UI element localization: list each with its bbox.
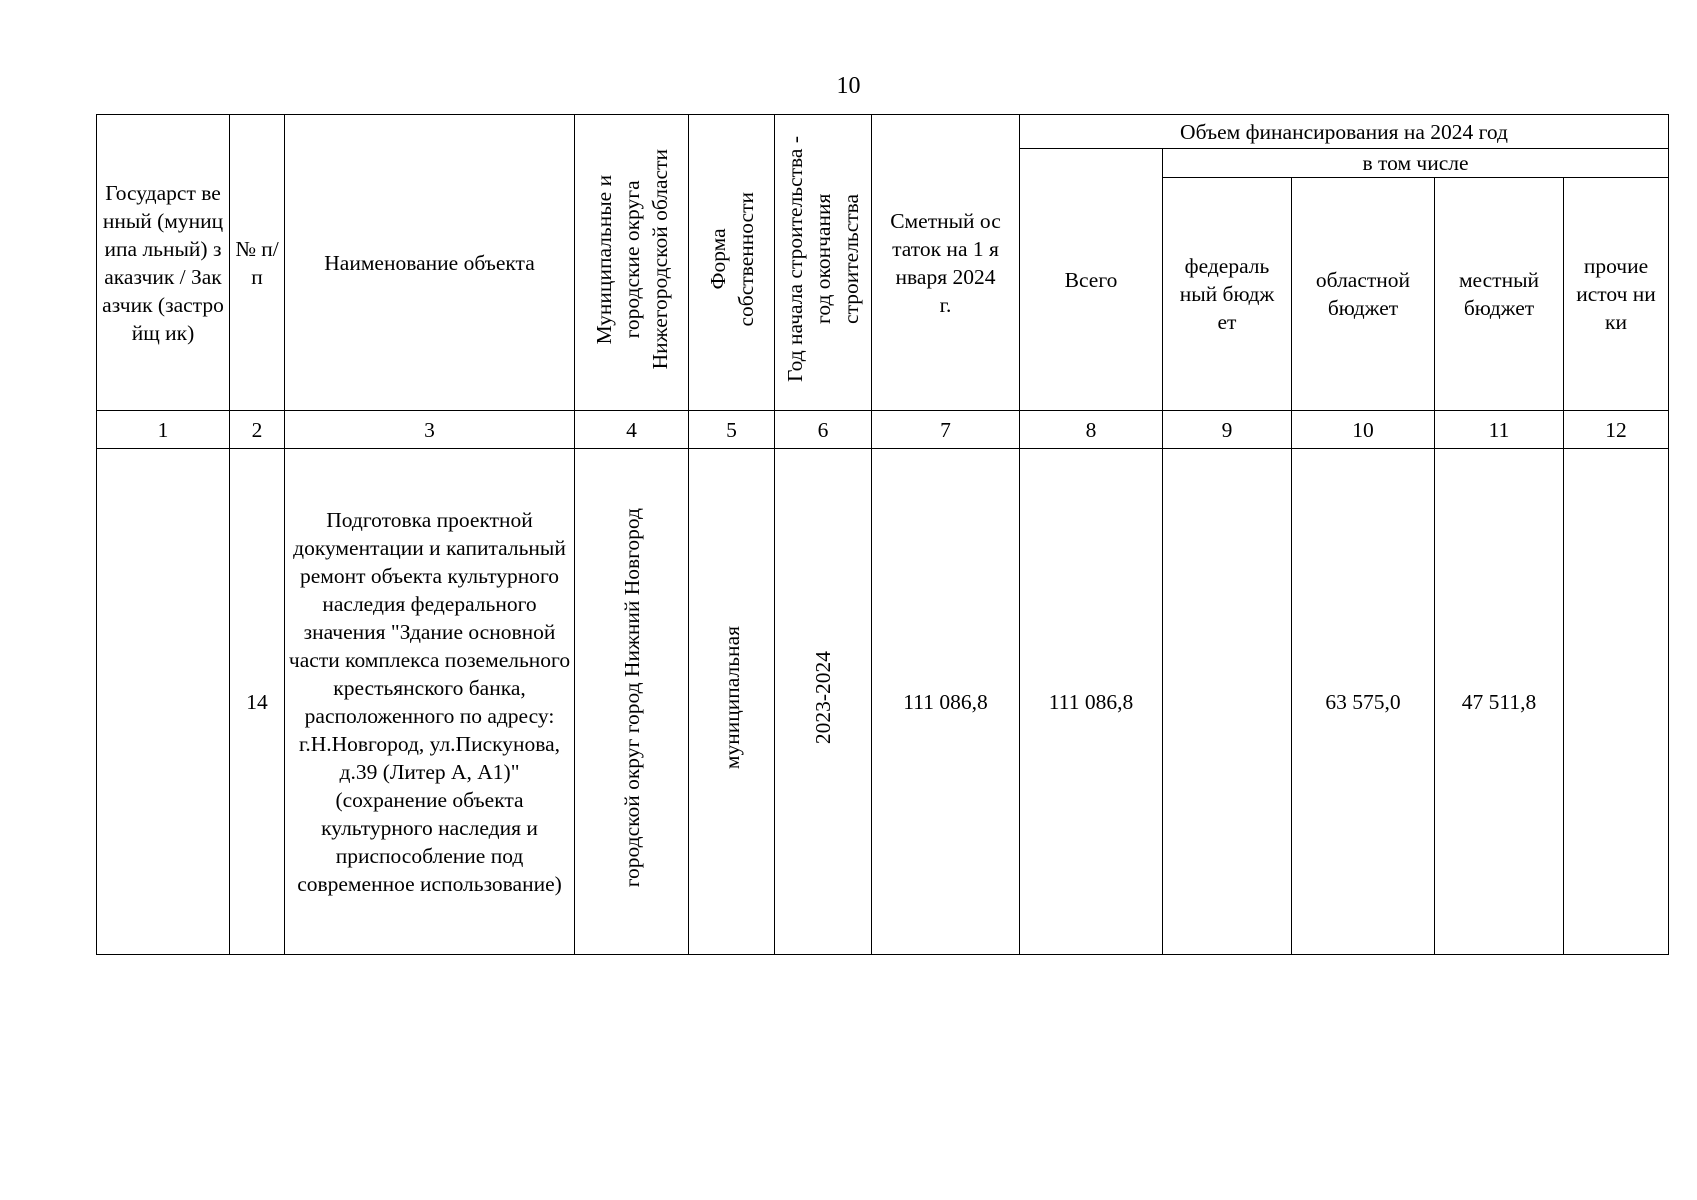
header-number: № п/п	[230, 115, 285, 411]
header-object-name: Наименование объекта	[285, 115, 575, 411]
page-number: 10	[836, 73, 861, 99]
header-total: Всего	[1020, 149, 1163, 411]
cell-ownership: муниципальная	[689, 449, 775, 955]
header-local: местный бюджет	[1435, 178, 1564, 411]
header-regional: областной бюджет	[1292, 178, 1435, 411]
cell-municipality: городской округ город Нижний Новгород	[575, 449, 689, 955]
column-number-9: 9	[1163, 411, 1292, 449]
column-number-11: 11	[1435, 411, 1564, 449]
cell-local: 47 511,8	[1435, 449, 1564, 955]
header-including-group: в том числе	[1163, 149, 1669, 178]
cell-federal	[1163, 449, 1292, 955]
cell-customer	[97, 449, 230, 955]
column-number-5: 5	[689, 411, 775, 449]
table-row	[97, 449, 1669, 955]
header-estimate-remainder: Сметный остаток на 1 января 2024 г.	[872, 115, 1020, 411]
header-municipality: Муниципальные и городские округа Нижегородской области	[575, 115, 689, 411]
column-numbers-row	[97, 411, 1669, 449]
column-number-3: 3	[285, 411, 575, 449]
header-years: Год начала строительства - год окончания строительства	[775, 115, 872, 411]
column-number-7: 7	[872, 411, 1020, 449]
header-ownership: Форма собственности	[689, 115, 775, 411]
header-financing-group: Объем финансирования на 2024 год	[1020, 115, 1669, 149]
cell-years: 2023-2024	[775, 449, 872, 955]
header-row-1	[97, 115, 1669, 149]
header-other: прочие источ ники	[1564, 178, 1669, 411]
column-number-2: 2	[230, 411, 285, 449]
header-customer: Государст венный (муниципа льный) заказчик / Заказчик (застройщ ик)	[97, 115, 230, 411]
cell-object-name: Подготовка проектной документации и капитальный ремонт объекта культурного наследия федерального значения "Здание основной части комплекса поземельного крестьянского банка, расположенного по адресу: г.Н.Новгород, ул.Пискунова, д.39 (Литер А, А1)" (сохранение объекта культурного наследия и приспособление под современное использование)	[285, 449, 575, 955]
cell-number: 14	[230, 449, 285, 955]
cell-other	[1564, 449, 1669, 955]
cell-regional: 63 575,0	[1292, 449, 1435, 955]
column-number-10: 10	[1292, 411, 1435, 449]
cell-estimate-remainder: 111 086,8	[872, 449, 1020, 955]
column-number-6: 6	[775, 411, 872, 449]
financing-table	[96, 114, 1669, 955]
header-federal: федераль ный бюджет	[1163, 178, 1292, 411]
column-number-4: 4	[575, 411, 689, 449]
cell-total: 111 086,8	[1020, 449, 1163, 955]
column-number-1: 1	[97, 411, 230, 449]
column-number-12: 12	[1564, 411, 1669, 449]
column-number-8: 8	[1020, 411, 1163, 449]
